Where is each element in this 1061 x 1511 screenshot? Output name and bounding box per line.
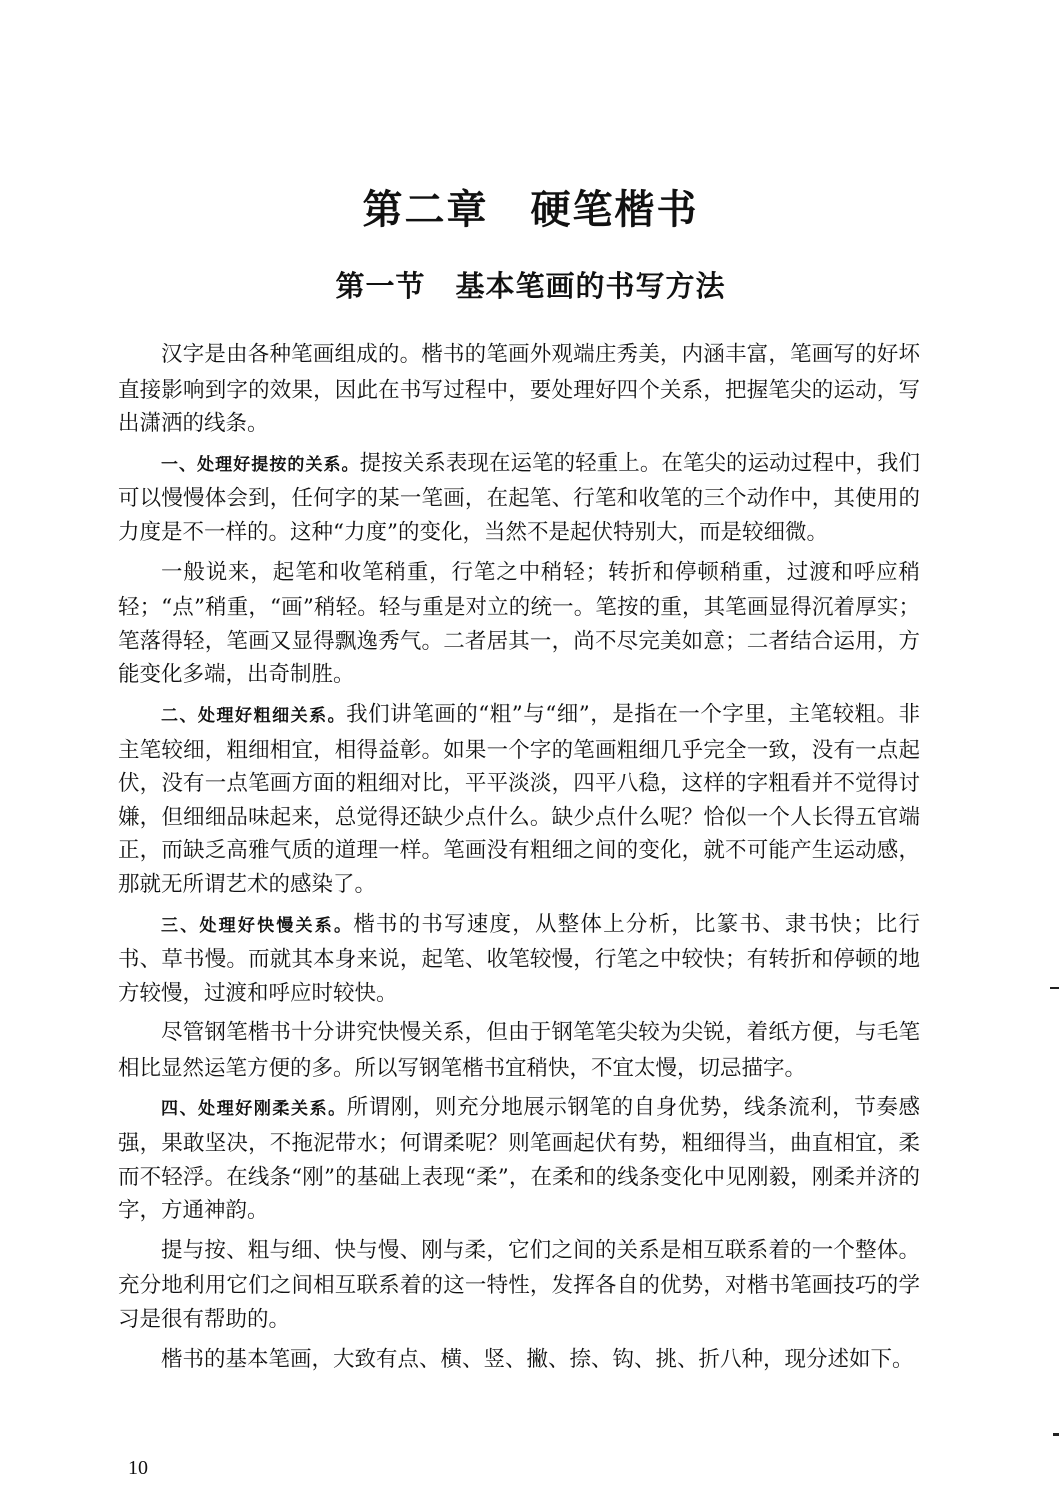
paragraph-text: 汉字是由各种笔画组成的。楷书的笔画外观端庄秀美，内涵丰富，笔画写的好坏直接影响到字的效果，因此在书写过程中，要处理好四个关系，把握笔尖的运动，写出潇洒的线条。 <box>118 342 920 437</box>
paragraph <box>118 1016 920 1085</box>
paragraph-lead: 一、处理好提按的关系。 <box>161 454 360 475</box>
body-text <box>118 338 920 1384</box>
paragraph-text: 尽管钢笔楷书十分讲究快慢关系，但由于钢笔笔尖较为尖锐，着纸方便，与毛笔相比显然运笔方便的多。所以写钢笔楷书宜稍快，不宜太慢，切忌描字。 <box>118 1020 920 1081</box>
paragraph <box>118 338 920 441</box>
chapter-title: 第二章 硬笔楷书 <box>362 186 699 233</box>
paragraph <box>118 447 920 550</box>
paragraph-text: 一般说来，起笔和收笔稍重，行笔之中稍轻；转折和停顿稍重，过渡和呼应稍轻；“点”稍重，“画”稍轻。轻与重是对立的统一。笔按的重，其笔画显得沉着厚实；笔落得轻，笔画又显得飘逸秀气。二者居其一，尚不尽完美如意；二者结合运用，方能变化多端，出奇制胜。 <box>118 559 920 688</box>
paragraph <box>118 698 920 902</box>
section-title: 第一节 基本笔画的书写方法 <box>335 269 726 303</box>
paragraph <box>118 556 920 692</box>
paragraph-text: 所谓刚，则充分地展示钢笔的自身优势，线条流利，节奏感强，果敢坚决，不拖泥带水；何谓柔呢？则笔画起伏有势，粗细得当，曲直相宜，柔而不轻浮。在线条“刚”的基础上表现“柔”，在柔和的线条变化中见刚毅，刚柔并济的字，方通神韵。 <box>118 1095 920 1224</box>
paragraph-text: 提与按、粗与细、快与慢、刚与柔，它们之间的关系是相互联系着的一个整体。充分地利用它们之间相互联系着的这一特性，发挥各自的优势，对楷书笔画技巧的学习是很有帮助的。 <box>118 1237 920 1333</box>
page-number: 10 <box>128 1457 148 1479</box>
paragraph-lead: 三、处理好快慢关系。 <box>161 915 354 936</box>
paragraph <box>118 908 920 1011</box>
paragraph <box>118 1091 920 1227</box>
paragraph <box>118 1343 920 1379</box>
paragraph-text: 楷书的基本笔画，大致有点、横、竖、撇、捺、钩、挑、折八种，现分述如下。 <box>161 1346 914 1372</box>
paragraph-text: 我们讲笔画的“粗”与“细”，是指在一个字里，主笔较粗。非主笔较细，粗细相宜，相得益彰。如果一个字的笔画粗细几乎完全一致，没有一点起伏，没有一点笔画方面的粗细对比，平平淡淡，四平八稳，这样的字粗看并不觉得讨嫌，但细细品味起来，总觉得还缺少点什么。缺少点什么呢？恰似一个人长得五官端正，而缺乏高雅气质的道理一样。笔画没有粗细之间的变化，就不可能产生运动感，那就无所谓艺术的感染了。 <box>118 701 921 897</box>
paragraph-text: 提按关系表现在运笔的轻重上。在笔尖的运动过程中，我们可以慢慢体会到，任何字的某一笔画，在起笔、行笔和收笔的三个动作中，其使用的力度是不一样的。这种“力度”的变化，当然不是起伏特别大，而是较细微。 <box>118 450 920 545</box>
paragraph <box>118 1234 920 1337</box>
paragraph-text: 楷书的书写速度，从整体上分析，比篆书、隶书快；比行书、草书慢。而就其本身来说，起笔、收笔较慢，行笔之中较快；有转折和停顿的地方较慢，过渡和呼应时较快。 <box>118 911 920 1006</box>
scan-edge-mark <box>1053 1433 1059 1436</box>
scan-edge-mark <box>1050 987 1059 989</box>
paragraph-lead: 四、处理好刚柔关系。 <box>161 1099 347 1120</box>
paragraph-lead: 二、处理好粗细关系。 <box>161 705 347 726</box>
